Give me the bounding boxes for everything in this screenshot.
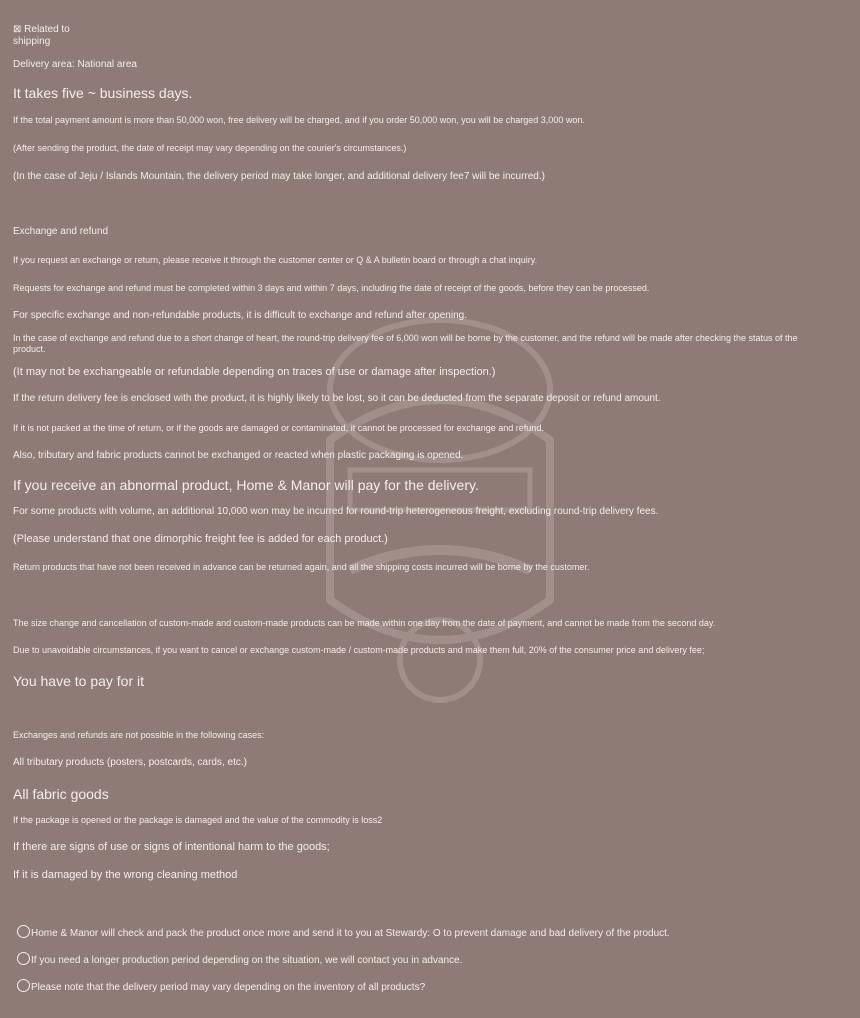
receipt-note: (After sending the product, the date of receipt may vary depending on the courier's circumstances.) xyxy=(13,143,407,153)
exchange-line: If the return delivery fee is enclosed with the product, it is highly likely to be lost, so it can be deducted from the separate deposit or refund amount. xyxy=(13,393,661,404)
exchange-line: (It may not be exchangeable or refundable depending on traces of use or damage after inspection.) xyxy=(13,366,496,378)
exchange-line: For specific exchange and non-refundable products, it is difficult to exchange and refund after opening. xyxy=(13,310,467,321)
note-item xyxy=(17,925,670,939)
custom-line1: The size change and cancellation of custom-made and custom-made products can be made within one day from the date of payment, and cannot be made from the second day. xyxy=(13,618,716,628)
circle-bullet-icon xyxy=(17,925,30,938)
note-text: Please note that the delivery period may vary depending on the inventory of all products? xyxy=(31,982,426,993)
delivery-days: It takes five ~ business days. xyxy=(13,85,193,101)
no-exchange-title: Exchanges and refunds are not possible in the following cases: xyxy=(13,730,265,740)
note-text: If you need a longer production period depending on the situation, we will contact you in advance. xyxy=(31,955,463,966)
delivery-area: Delivery area: National area xyxy=(13,59,137,70)
jeju-note: (In the case of Jeju / Islands Mountain, the delivery period may take longer, and additional delivery fee7 will be incurred.) xyxy=(13,171,545,182)
exchange-title: Exchange and refund xyxy=(13,226,109,237)
exchange-line: If you receive an abnormal product, Home & Manor will pay for the delivery. xyxy=(13,477,479,493)
exchange-line: Return products that have not been received in advance can be returned again, and all the shipping costs incurred will be borne by the customer. xyxy=(13,562,590,572)
no-exchange-item: If it is damaged by the wrong cleaning method xyxy=(13,869,238,881)
no-exchange-item: If there are signs of use or signs of intentional harm to the goods; xyxy=(13,841,330,853)
custom-line2: Due to unavoidable circumstances, if you want to cancel or exchange custom-made / custom-made products and make them full, 20% of the consumer price and delivery fee; xyxy=(13,645,705,655)
exchange-line: Requests for exchange and refund must be completed within 3 days and within 7 days, including the date of receipt of the goods, before they can be processed. xyxy=(13,283,650,293)
shipping-header-line1: ⊠ Related to xyxy=(13,24,70,35)
exchange-line: For some products with volume, an additional 10,000 won may be incurred for round-trip heterogeneous freight, excluding round-trip delivery fees. xyxy=(13,506,659,517)
no-exchange-item: If the package is opened or the package is damaged and the value of the commodity is loss2 xyxy=(13,815,383,825)
no-exchange-item: All fabric goods xyxy=(13,786,109,802)
payment-note: If the total payment amount is more than 50,000 won, free delivery will be charged, and if you order 50,000 won, you will be charged 3,000 won. xyxy=(13,115,585,125)
exchange-line: Also, tributary and fabric products cannot be exchanged or reacted when plastic packaging is opened. xyxy=(13,450,464,461)
no-exchange-item: All tributary products (posters, postcards, cards, etc.) xyxy=(13,757,247,768)
shipping-header-line2: shipping xyxy=(13,36,51,47)
exchange-line: If you request an exchange or return, please receive it through the customer center or Q & A bulletin board or through a chat inquiry. xyxy=(13,255,538,265)
note-item xyxy=(17,979,425,993)
exchange-line: If it is not packed at the time of return, or if the goods are damaged or contaminated, it cannot be processed for exchange and refund. xyxy=(13,423,544,433)
exchange-line: (Please understand that one dimorphic freight fee is added for each product.) xyxy=(13,533,388,545)
custom-line3: You have to pay for it xyxy=(13,673,145,689)
note-item xyxy=(17,952,462,966)
exchange-line: In the case of exchange and refund due to a short change of heart, the round-trip delivery fee of 6,000 won will be borne by the customer, and the refund will be made after checking the status of the product. xyxy=(13,333,798,354)
note-text: Home & Manor will check and pack the product once more and send it to you at Stewardy: O to prevent damage and bad delivery of the product. xyxy=(31,928,670,939)
circle-bullet-icon xyxy=(17,979,30,992)
circle-bullet-icon xyxy=(17,952,30,965)
